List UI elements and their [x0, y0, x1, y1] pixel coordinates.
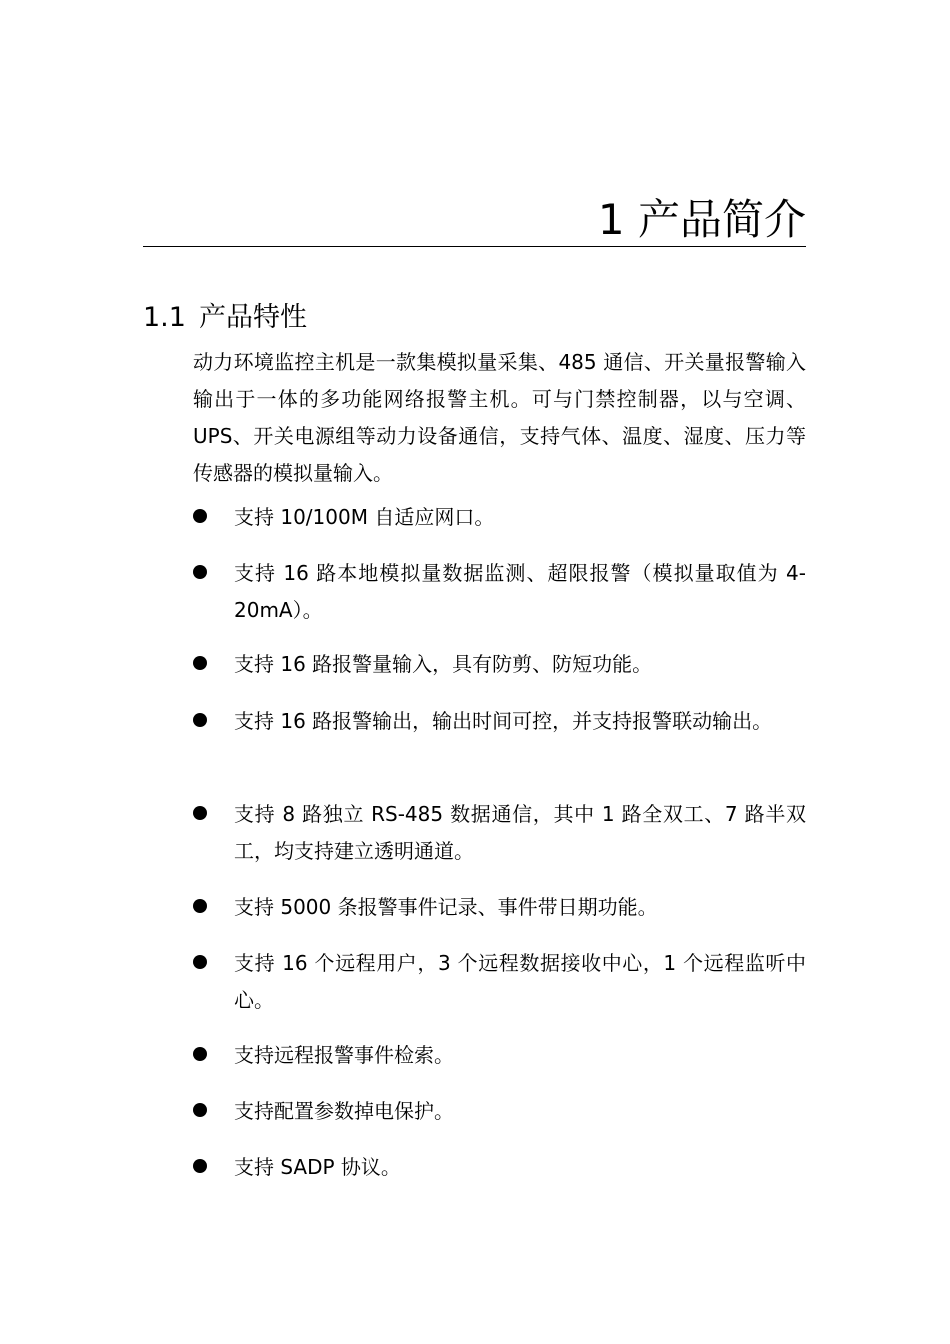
list-item-text: 支持配置参数掉电保护。 — [234, 1099, 454, 1123]
list-item — [193, 646, 806, 683]
intro-paragraph: 动力环境监控主机是一款集模拟量采集、485 通信、开关量报警输入输出于一体的多功能网络报警主机。可与门禁控制器，以与空调、UPS、开关电源组等动力设备通信，支持气体、温度、湿度、压力等传感器的模拟量输入。 — [193, 350, 806, 485]
section-title: 产品特性 — [199, 302, 307, 333]
chapter-title: 1 产品简介 — [597, 195, 806, 244]
section-heading — [143, 296, 307, 340]
bullet-icon — [193, 1159, 207, 1173]
list-item-text: 支持 16 路本地模拟量数据监测、超限报警（模拟量取值为 4-20mA）。 — [234, 561, 806, 622]
list-item-text: 支持 SADP 协议。 — [234, 1155, 401, 1179]
bullet-icon — [193, 509, 207, 523]
bullet-icon — [193, 1103, 207, 1117]
list-item — [193, 889, 806, 926]
list-item — [193, 945, 806, 1019]
bullet-icon — [193, 955, 207, 969]
bullet-icon — [193, 806, 207, 820]
list-item — [193, 1093, 806, 1130]
bullet-icon — [193, 713, 207, 727]
bullet-icon — [193, 565, 207, 579]
bullet-icon — [193, 656, 207, 670]
list-item-text: 支持 16 个远程用户，3 个远程数据接收中心，1 个远程监听中心。 — [234, 951, 806, 1012]
list-item-text: 支持 5000 条报警事件记录、事件带日期功能。 — [234, 895, 658, 919]
list-item — [193, 796, 806, 870]
section-number: 1.1 — [143, 302, 186, 333]
list-item — [193, 703, 806, 740]
list-item — [193, 555, 806, 629]
list-item — [193, 499, 806, 536]
bullet-icon — [193, 1047, 207, 1061]
list-item-text: 支持 16 路报警量输入，具有防剪、防短功能。 — [234, 652, 653, 676]
list-item-text: 支持 16 路报警输出，输出时间可控，并支持报警联动输出。 — [234, 709, 773, 733]
list-item-text: 支持 8 路独立 RS-485 数据通信，其中 1 路全双工、7 路半双工，均支持建立透明通道。 — [234, 802, 806, 863]
bullet-icon — [193, 899, 207, 913]
list-item-text: 支持远程报警事件检索。 — [234, 1043, 454, 1067]
list-item — [193, 1037, 806, 1074]
list-item — [193, 1149, 806, 1186]
list-item-text: 支持 10/100M 自适应网口。 — [234, 505, 495, 529]
chapter-divider — [143, 246, 806, 247]
